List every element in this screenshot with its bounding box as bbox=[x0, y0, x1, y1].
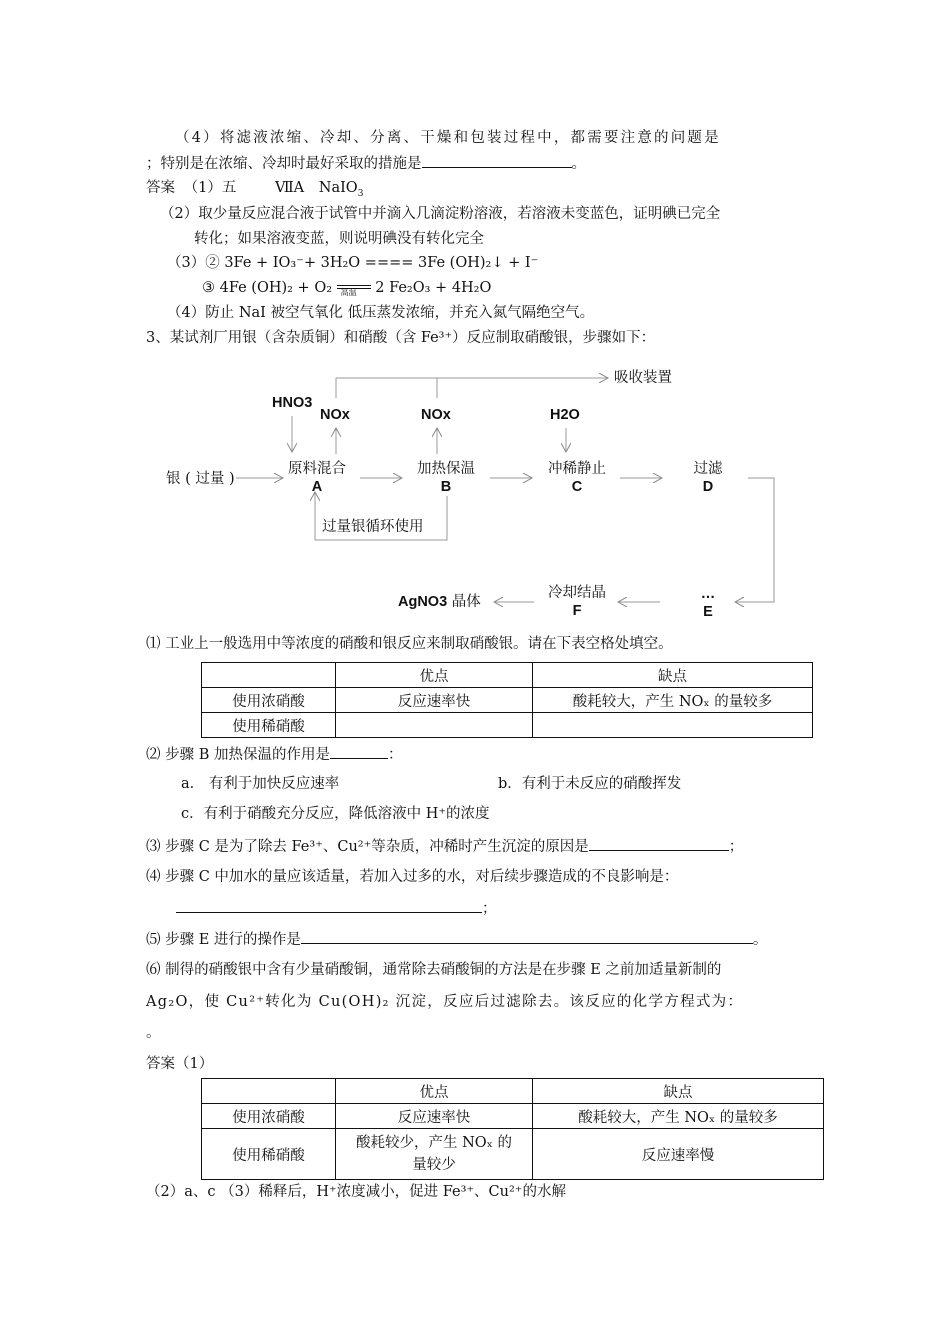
hno3-label: HNO3 bbox=[272, 395, 313, 411]
table-cell: 反应速率快 bbox=[336, 1104, 533, 1129]
absorber-label: 吸收装置 bbox=[614, 370, 672, 386]
table-cell bbox=[533, 713, 813, 738]
answer-label: 答案 bbox=[146, 180, 175, 196]
answer-4: （4）防止 NaI 被空气氧化 低压蒸发浓缩，并充入氮气隔绝空气。 bbox=[167, 305, 595, 321]
part-3 bbox=[146, 836, 743, 857]
part-5-end: 。 bbox=[752, 932, 768, 948]
table-cell: 酸耗较大，产生 NOₓ 的量较多 bbox=[533, 1104, 824, 1129]
step-e-name: … bbox=[700, 586, 716, 602]
table-row bbox=[202, 1104, 824, 1129]
table-header-cell: 缺点 bbox=[533, 1079, 824, 1104]
part-2 bbox=[146, 744, 402, 765]
part-1: ⑴ 工业上一般选用中等浓度的硝酸和银反应来制取硝酸银。请在下表空格处填空。 bbox=[146, 636, 673, 652]
recycle-label: 过量银循环使用 bbox=[322, 519, 424, 535]
table-header-cell bbox=[202, 1079, 336, 1104]
table-row bbox=[202, 713, 813, 738]
step-d bbox=[686, 460, 730, 496]
answer-blank bbox=[301, 929, 753, 944]
step-f-name: 冷却结晶 bbox=[548, 585, 606, 601]
table-cell: 使用稀硝酸 bbox=[202, 1129, 336, 1180]
table-header-cell: 缺点 bbox=[533, 663, 813, 688]
option-a: a． 有利于加快反应速率 bbox=[181, 776, 340, 792]
part-6-line1: ⑹ 制得的硝酸银中含有少量硝酸铜，通常除去硝酸铜的方法是在步骤 E 之前加适量新制的 bbox=[146, 962, 722, 978]
product-formula: AgNO3 bbox=[398, 594, 448, 610]
table-header-row bbox=[202, 1079, 824, 1104]
option-c: c．有利于硝酸充分反应，降低溶液中 H⁺的浓度 bbox=[181, 806, 490, 822]
step-a-name: 原料混合 bbox=[288, 461, 346, 477]
table-header-cell: 优点 bbox=[336, 663, 533, 688]
answer-blank bbox=[330, 744, 388, 759]
table-cell: 酸耗较少，产生 NOₓ 的量较少 bbox=[336, 1129, 533, 1180]
part-2-text: ⑵ 步骤 B 加热保温的作用是 bbox=[146, 747, 330, 763]
part-3-end: ； bbox=[728, 839, 744, 855]
question-3-title: 3、某试剂厂用银（含杂质铜）和硝酸（含 Fe³⁺）反应制取硝酸银，步骤如下： bbox=[146, 330, 656, 346]
option-b: b．有利于未反应的硝酸挥发 bbox=[498, 776, 682, 792]
h2o-label: H2O bbox=[550, 407, 580, 423]
table-header-cell: 优点 bbox=[336, 1079, 533, 1104]
table-row bbox=[202, 688, 813, 713]
table-cell: 使用浓硝酸 bbox=[202, 688, 336, 713]
answer-blank bbox=[589, 836, 729, 851]
equation-condition: 高温 bbox=[340, 288, 357, 297]
answer-blank bbox=[176, 898, 482, 913]
equation-left: ③ 4Fe (OH)₂ + O₂ bbox=[202, 280, 333, 296]
answer-2-line2: 转化；如果溶液变蓝，则说明碘没有转化完全 bbox=[194, 231, 484, 247]
part-5 bbox=[146, 929, 767, 950]
answer-table bbox=[201, 1078, 824, 1180]
table-cell: 反应速率慢 bbox=[533, 1129, 824, 1180]
step-a bbox=[286, 460, 348, 496]
table-header-row bbox=[202, 663, 813, 688]
part-4-end: ； bbox=[482, 901, 497, 917]
answer-tail: （2）a、c （3）稀释后，H⁺浓度减小，促进 Fe³⁺、Cu²⁺的水解 bbox=[146, 1184, 566, 1200]
step-a-letter: A bbox=[311, 479, 323, 495]
table-row bbox=[202, 1129, 824, 1180]
product-label bbox=[398, 593, 481, 611]
table-cell: 反应速率快 bbox=[336, 688, 533, 713]
part-2-end: ： bbox=[387, 747, 403, 763]
part-4-answer bbox=[176, 898, 497, 919]
table-cell: 使用浓硝酸 bbox=[202, 1104, 336, 1129]
process-flow-diagram bbox=[0, 0, 950, 640]
formula-sub: 3 bbox=[357, 188, 364, 199]
step-d-name: 过滤 bbox=[693, 461, 723, 477]
comparison-table bbox=[201, 662, 813, 738]
table-header-cell bbox=[202, 663, 336, 688]
table-cell: 使用稀硝酸 bbox=[202, 713, 336, 738]
answer-2-line1: （2）取少量反应混合液于试管中并滴入几滴淀粉溶液，若溶液未变蓝色，证明碘已完全 bbox=[160, 206, 721, 222]
q4-line2-text: ；特别是在浓缩、冷却时最好采取的措施是 bbox=[146, 156, 422, 172]
q4-line2-end: 。 bbox=[571, 156, 586, 172]
step-c bbox=[544, 460, 610, 496]
step-e-letter: E bbox=[703, 604, 713, 620]
step-f bbox=[544, 584, 610, 620]
silver-label: 银 ( 过量 ) bbox=[166, 471, 235, 487]
step-d-letter: D bbox=[702, 479, 714, 495]
step-c-name: 冲稀静止 bbox=[548, 461, 606, 477]
nox-label-1: NOx bbox=[320, 407, 350, 423]
step-e bbox=[686, 585, 730, 621]
q4-line1: （4）将滤液浓缩、冷却、分离、干燥和包装过程中，都需要注意的问题是 bbox=[175, 130, 721, 146]
arrow-d-e bbox=[735, 478, 774, 602]
part-6-line2: Ag₂O，使 Cu²⁺转化为 Cu(OH)₂ 沉淀，反应后过滤除去。该反应的化学方程式为： bbox=[146, 994, 744, 1010]
step-b-name: 加热保温 bbox=[417, 461, 475, 477]
table-cell: 酸耗较大，产生 NOₓ 的量较多 bbox=[533, 688, 813, 713]
part-5-text: ⑸ 步骤 E 进行的操作是 bbox=[146, 932, 301, 948]
table-cell bbox=[336, 713, 533, 738]
step-b-letter: B bbox=[440, 479, 452, 495]
formula-main: NaIO bbox=[318, 180, 358, 196]
product-suffix: 晶体 bbox=[451, 594, 481, 610]
step-c-letter: C bbox=[571, 479, 583, 495]
answer-1: （1）五 bbox=[183, 180, 237, 196]
answer-1-group: ⅦA bbox=[274, 180, 305, 196]
part-3-text: ⑶ 步骤 C 是为了除去 Fe³⁺、Cu²⁺等杂质，冲稀时产生沉淀的原因是 bbox=[146, 839, 589, 855]
part-6-line3: 。 bbox=[146, 1025, 161, 1041]
part-4: ⑷ 步骤 C 中加水的量应该适量，若加入过多的水，对后续步骤造成的不良影响是： bbox=[146, 869, 679, 885]
step-f-letter: F bbox=[572, 603, 582, 619]
answer-3-line1: （3）② 3Fe + IO₃⁻+ 3H₂O ==== 3Fe (OH)₂↓ + I⁻ bbox=[167, 255, 539, 271]
answer-label-2: 答案（1） bbox=[146, 1056, 214, 1072]
nox-label-2: NOx bbox=[421, 407, 451, 423]
equation-right: 2 Fe₂O₃ + 4H₂O bbox=[375, 280, 492, 296]
step-b bbox=[414, 460, 478, 496]
